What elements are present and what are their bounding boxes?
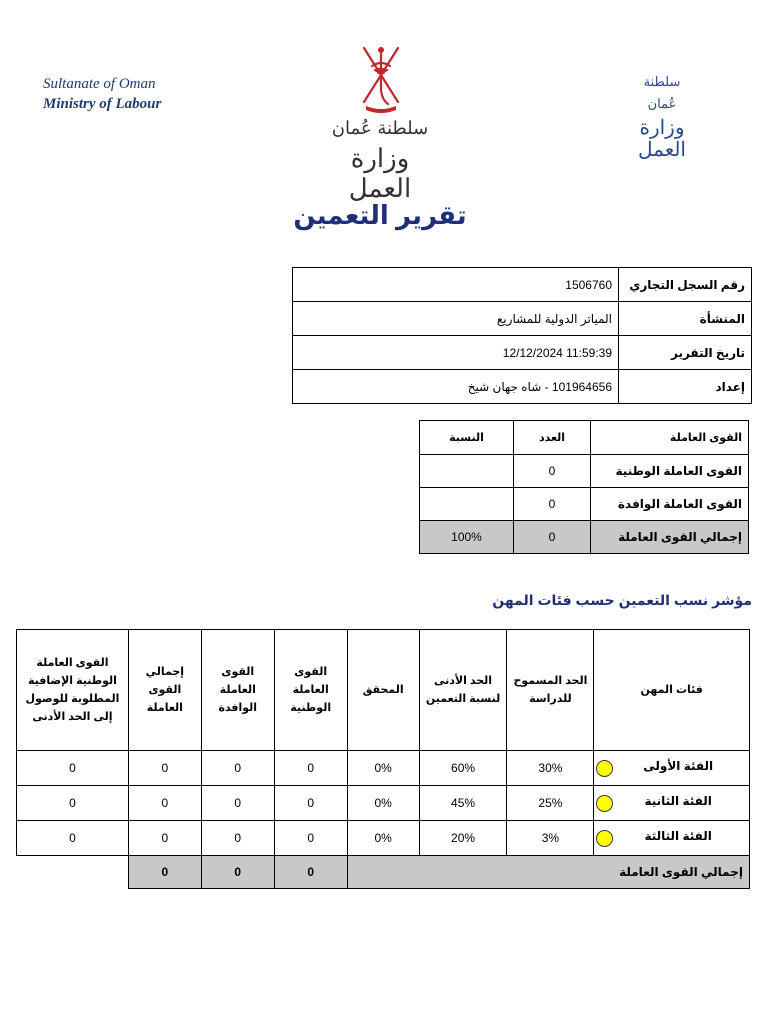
occupation-row-2 bbox=[17, 786, 750, 821]
status-circle-icon bbox=[596, 830, 613, 847]
header-minimum: الحد الأدنى لنسبة التعمين bbox=[419, 630, 507, 751]
header-category: فئات المهن bbox=[594, 630, 750, 751]
info-row-date bbox=[293, 336, 752, 370]
info-row-cr bbox=[293, 268, 752, 302]
report-info-table bbox=[292, 267, 752, 404]
workforce-row-count: 0 bbox=[514, 488, 591, 521]
workforce-row-expat bbox=[420, 488, 749, 521]
required-cell: 0 bbox=[17, 786, 129, 821]
category-cell bbox=[594, 821, 750, 856]
cr-value: 1506760 bbox=[293, 268, 619, 302]
total-cell: 0 bbox=[128, 751, 201, 786]
info-row-prepared bbox=[293, 370, 752, 404]
total-cell: 0 bbox=[128, 821, 201, 856]
english-logo-line1: Sultanate of Oman bbox=[43, 76, 156, 92]
center-logo-line1: سلطنة عُمان bbox=[331, 118, 429, 139]
header-total: إجمالي القوى العاملة bbox=[128, 630, 201, 751]
occupation-total-label: إجمالي القوى العاملة bbox=[347, 856, 749, 889]
workforce-row-label: القوى العاملة الوافدة bbox=[591, 488, 749, 521]
workforce-row-pct bbox=[420, 455, 514, 488]
status-circle-icon bbox=[596, 795, 613, 812]
arabic-ministry-logo bbox=[632, 72, 692, 160]
total-cell: 0 bbox=[128, 786, 201, 821]
minimum-cell: 45% bbox=[419, 786, 507, 821]
occupation-categories-table bbox=[16, 629, 750, 889]
prepared-label: إعداد bbox=[619, 370, 752, 404]
header-achieved: المحقق bbox=[347, 630, 419, 751]
header-allowed: الحد المسموح للدراسة bbox=[507, 630, 594, 751]
category-cell bbox=[594, 786, 750, 821]
date-label: تاريخ التقرير bbox=[619, 336, 752, 370]
allowed-cell: 30% bbox=[507, 751, 594, 786]
oman-khanjar-emblem-icon bbox=[358, 40, 404, 116]
report-title: تقرير التعمين bbox=[293, 200, 467, 230]
date-value: 12/12/2024 11:59:39 bbox=[293, 336, 619, 370]
workforce-header-count: العدد bbox=[514, 421, 591, 455]
minimum-cell: 20% bbox=[419, 821, 507, 856]
expat-cell: 0 bbox=[201, 786, 274, 821]
workforce-row-count: 0 bbox=[514, 455, 591, 488]
arabic-logo-line2: وزارة العمل bbox=[637, 115, 686, 161]
occupation-total-row bbox=[17, 856, 750, 889]
workforce-row-label: القوى العاملة الوطنية bbox=[591, 455, 749, 488]
occupation-total-total: 0 bbox=[128, 856, 201, 889]
allowed-cell: 25% bbox=[507, 786, 594, 821]
national-cell: 0 bbox=[274, 821, 347, 856]
status-circle-icon bbox=[596, 760, 613, 777]
section-title: مؤشر نسب التعمين حسب فئات المهن bbox=[492, 592, 752, 608]
workforce-total-count: 0 bbox=[514, 521, 591, 554]
workforce-total-pct: 100% bbox=[420, 521, 514, 554]
national-cell: 0 bbox=[274, 751, 347, 786]
occupation-total-expat: 0 bbox=[201, 856, 274, 889]
category-label: الفئة الثالثة bbox=[644, 829, 712, 843]
workforce-table bbox=[419, 420, 749, 554]
workforce-header-pct: النسبة bbox=[420, 421, 514, 455]
workforce-row-national bbox=[420, 455, 749, 488]
category-label: الفئة الأولى bbox=[643, 759, 714, 773]
header-required: القوى العاملة الوطنية الإضافية المطلوبة للوصول إلى الحد الأدنى bbox=[17, 630, 129, 751]
achieved-cell: 0% bbox=[347, 821, 419, 856]
occupation-header-row bbox=[17, 630, 750, 751]
workforce-total-label: إجمالي القوى العاملة bbox=[591, 521, 749, 554]
english-ministry-logo bbox=[43, 74, 161, 114]
required-cell: 0 bbox=[17, 821, 129, 856]
expat-cell: 0 bbox=[201, 821, 274, 856]
occupation-total-national: 0 bbox=[274, 856, 347, 889]
workforce-total-row bbox=[420, 521, 749, 554]
header-national: القوى العاملة الوطنية bbox=[274, 630, 347, 751]
allowed-cell: 3% bbox=[507, 821, 594, 856]
english-logo-line2: Ministry of Labour bbox=[43, 96, 162, 112]
minimum-cell: 60% bbox=[419, 751, 507, 786]
establishment-label: المنشأة bbox=[619, 302, 752, 336]
workforce-row-pct bbox=[420, 488, 514, 521]
national-cell: 0 bbox=[274, 786, 347, 821]
center-logo-line2: وزارة العمل bbox=[348, 144, 412, 204]
achieved-cell: 0% bbox=[347, 786, 419, 821]
establishment-value: المياتر الدولية للمشاريع bbox=[293, 302, 619, 336]
workforce-header-row bbox=[420, 421, 749, 455]
cr-label: رقم السجل التجاري bbox=[619, 268, 752, 302]
achieved-cell: 0% bbox=[347, 751, 419, 786]
occupation-row-3 bbox=[17, 821, 750, 856]
header-expat: القوى العاملة الوافدة bbox=[201, 630, 274, 751]
category-label: الفئة الثانية bbox=[644, 794, 712, 808]
occupation-row-1 bbox=[17, 751, 750, 786]
workforce-header-label: القوى العاملة bbox=[591, 421, 749, 455]
required-cell: 0 bbox=[17, 751, 129, 786]
occupation-total-blank bbox=[17, 856, 129, 889]
category-cell bbox=[594, 751, 750, 786]
arabic-logo-line1: سلطنة عُمان bbox=[643, 75, 681, 112]
expat-cell: 0 bbox=[201, 751, 274, 786]
prepared-value: 101964656 - شاه جهان شيخ bbox=[293, 370, 619, 404]
center-arabic-logo bbox=[320, 114, 440, 204]
info-row-establishment bbox=[293, 302, 752, 336]
